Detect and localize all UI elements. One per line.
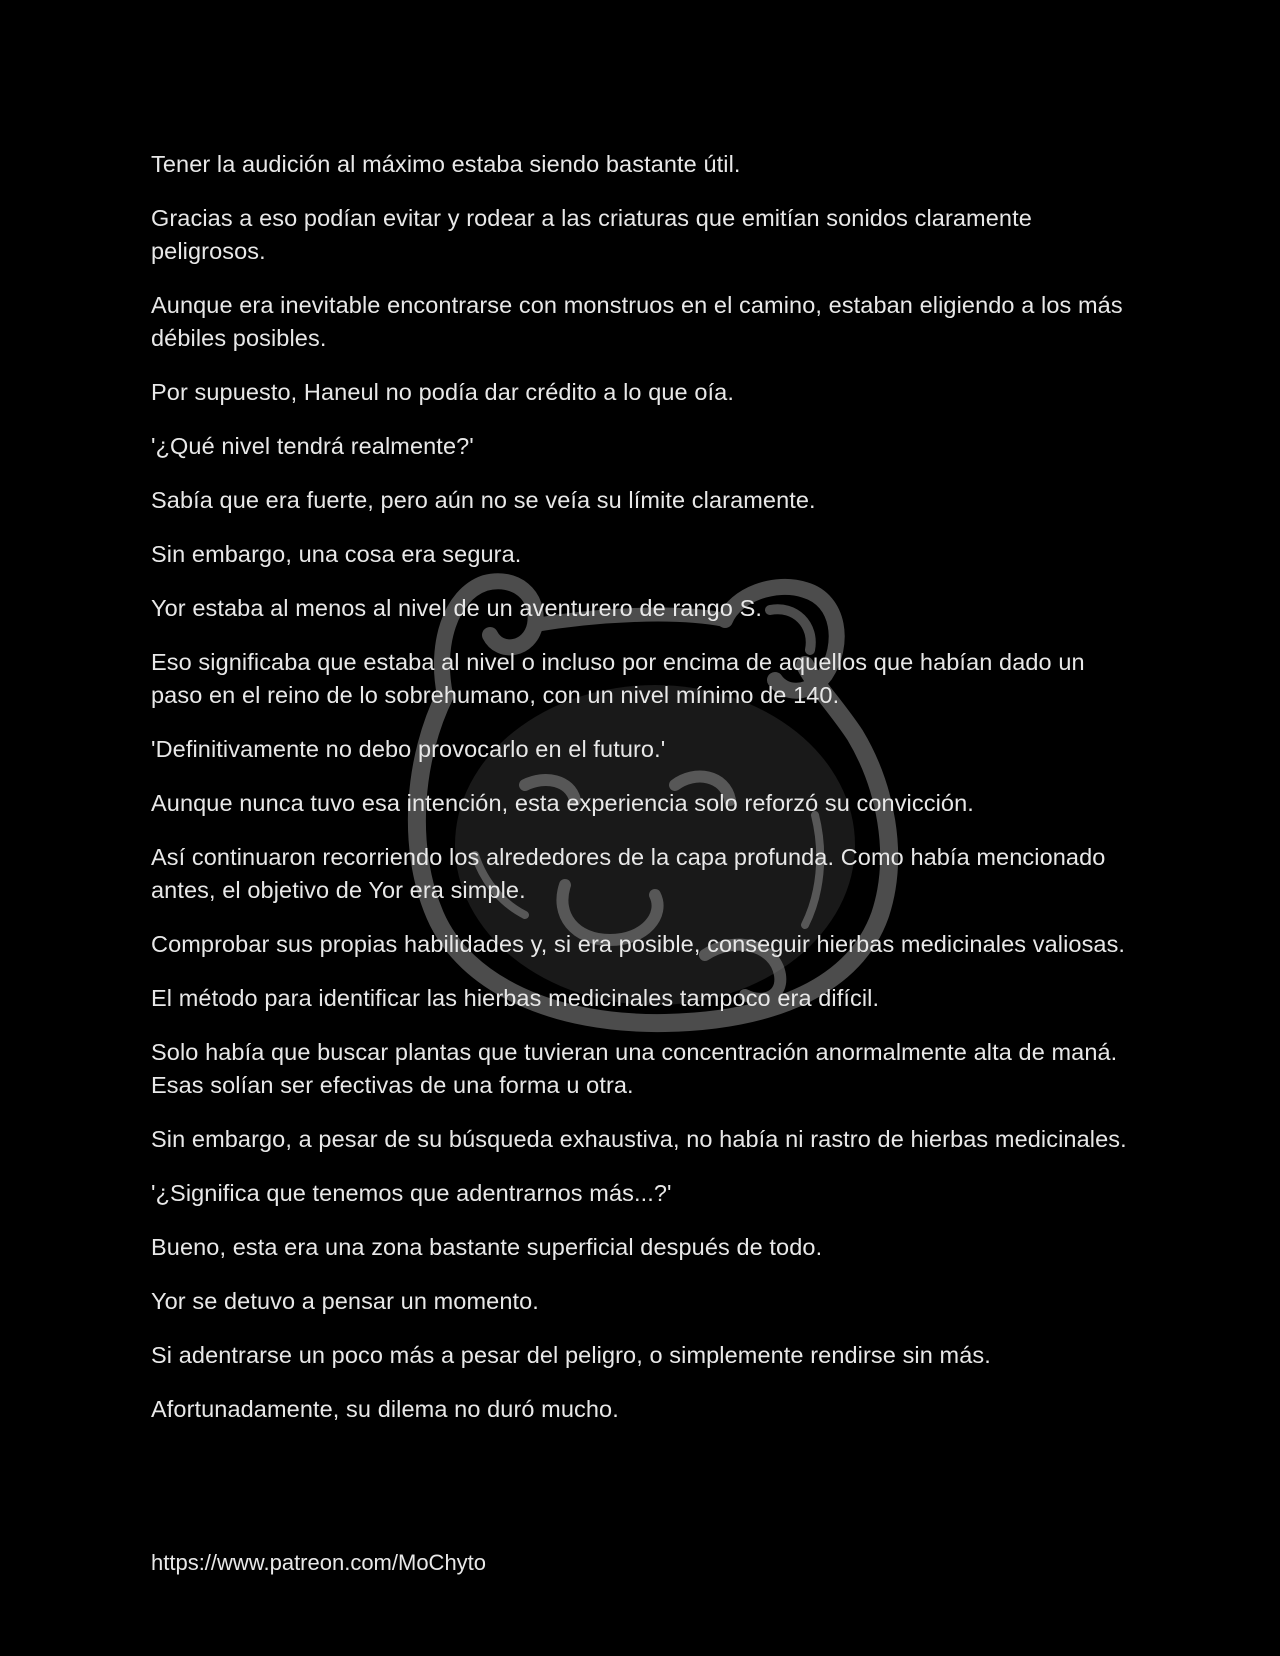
document-body — [151, 148, 1141, 1447]
paragraph: '¿Significa que tenemos que adentrarnos más...?' — [151, 1180, 672, 1206]
paragraph: Si adentrarse un poco más a pesar del peligro, o simplemente rendirse sin más. — [151, 1342, 991, 1368]
paragraph: Así continuaron recorriendo los alrededores de la capa profunda. Como había mencionado antes, el objetivo de Yor era simple. — [151, 844, 1106, 903]
paragraph: Tener la audición al máximo estaba siendo bastante útil. — [151, 151, 741, 177]
paragraph: Sabía que era fuerte, pero aún no se veía su límite claramente. — [151, 487, 816, 513]
paragraph: Eso significaba que estaba al nivel o incluso por encima de aquellos que habían dado un paso en el reino de lo sobrehumano, con un nivel mínimo de 140. — [151, 649, 1085, 708]
paragraph: Yor se detuvo a pensar un momento. — [151, 1288, 539, 1314]
paragraph: Yor estaba al menos al nivel de un aventurero de rango S. — [151, 595, 763, 621]
paragraph: Sin embargo, a pesar de su búsqueda exhaustiva, no había ni rastro de hierbas medicinales. — [151, 1126, 1127, 1152]
paragraph: Aunque era inevitable encontrarse con monstruos en el camino, estaban eligiendo a los más débiles posibles. — [151, 292, 1123, 351]
paragraph: '¿Qué nivel tendrá realmente?' — [151, 433, 474, 459]
paragraph: Afortunadamente, su dilema no duró mucho. — [151, 1396, 619, 1422]
paragraph: Gracias a eso podían evitar y rodear a las criaturas que emitían sonidos claramente peligrosos. — [151, 205, 1032, 264]
paragraph: El método para identificar las hierbas medicinales tampoco era difícil. — [151, 985, 880, 1011]
paragraph: Sin embargo, una cosa era segura. — [151, 541, 522, 567]
paragraph: Comprobar sus propias habilidades y, si era posible, conseguir hierbas medicinales valiosas. — [151, 931, 1126, 957]
paragraph: Solo había que buscar plantas que tuvieran una concentración anormalmente alta de maná. Esas solían ser efectivas de una forma u otra. — [151, 1039, 1118, 1098]
paragraph: Por supuesto, Haneul no podía dar crédito a lo que oía. — [151, 379, 734, 405]
patreon-link[interactable]: https://www.patreon.com/MoChyto — [151, 1550, 487, 1575]
paragraph: Aunque nunca tuvo esa intención, esta experiencia solo reforzó su convicción. — [151, 790, 974, 816]
paragraph: Bueno, esta era una zona bastante superficial después de todo. — [151, 1234, 823, 1260]
paragraph: 'Definitivamente no debo provocarlo en el futuro.' — [151, 736, 666, 762]
